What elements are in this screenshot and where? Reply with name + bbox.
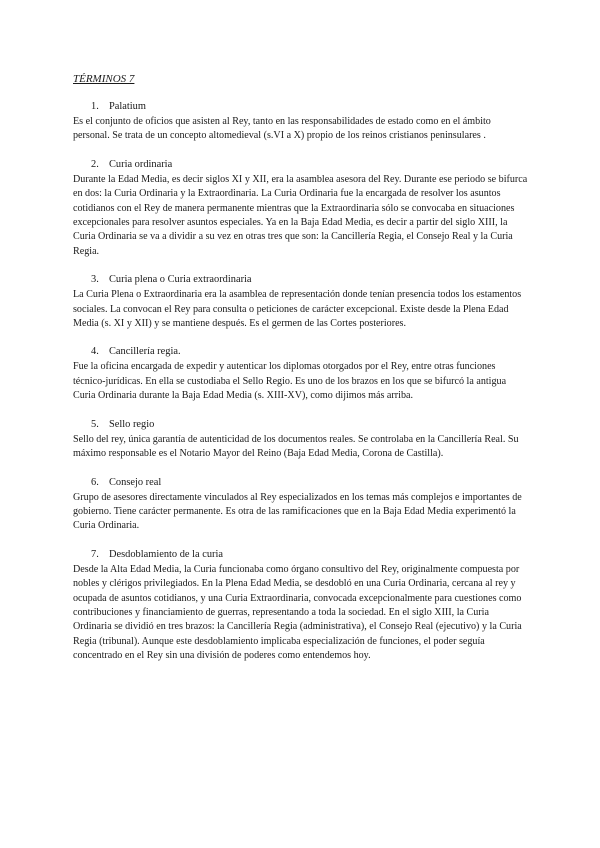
term-title: Curia plena o Curia extraordinaria	[109, 274, 252, 286]
term-heading	[91, 100, 530, 114]
term-title: Consejo real	[109, 476, 162, 488]
term-definition: Fue la oficina encargada de expedir y autenticar los diplomas otorgados por el Rey, entre otras funciones técnico-jurídicas. En ella se custodiaba el Sello Regio. Es uno de los brazos en los que se bifurcó la antigua Curia Ordinaria durante la Baja Edad Media (s. XIII-XV), como dijimos más arriba.	[73, 361, 507, 402]
term-title: Desdoblamiento de la curia	[109, 548, 223, 560]
term-title: Sello regio	[109, 418, 155, 430]
term-number: 3.	[91, 274, 99, 286]
term-title: Cancillería regia.	[109, 346, 181, 358]
term-number: 6.	[91, 476, 99, 488]
document-title: TÉRMINOS 7	[73, 73, 135, 85]
term-heading	[91, 418, 530, 432]
term-heading	[91, 548, 530, 562]
term-heading	[91, 273, 530, 287]
term-title: Curia ordinaria	[109, 158, 173, 170]
term-number: 1.	[91, 101, 99, 112]
term-section-1	[73, 100, 530, 144]
term-section-6	[73, 476, 530, 534]
term-number: 5.	[91, 418, 99, 430]
term-number: 7.	[91, 548, 99, 560]
term-definition: Desde la Alta Edad Media, la Curia funcionaba como órgano consultivo del Rey, originalmente compuesta por nobles y clérigos privilegiados. En la Plena Edad Media, se desdobló en una Curia Ordinaria, cercana al rey y ocupada de asuntos cotidianos, y una Curia Extraordinaria, convocada excepcionalmente para cuestiones como contribuciones y financiamiento de guerras, representando a toda la sociedad. En el siglo XIII, la Curia Ordinaria se dividió en tres brazos: la Cancillería Regia (administrativa), el Consejo Real (ejecutivo) y la Curia Regia (tribunal). Aunque este desdoblamiento implicaba especialización de funciones, el poder seguía concentrado en el Rey sin una división de poderes como entendemos hoy.	[73, 563, 522, 662]
term-heading	[91, 158, 530, 172]
term-number: 4.	[91, 346, 99, 358]
term-section-5	[73, 418, 530, 462]
term-section-3	[73, 273, 530, 331]
term-heading	[91, 345, 530, 359]
term-definition: La Curia Plena o Extraordinaria era la asamblea de representación donde tenían presencia todos los estamentos sociales. La convocan el Rey para consulta o peticiones de carácter excepcional. Existe desde la Plena Edad Media (s. XI y XII) y se mantiene después. Es el germen de las Cortes posteriores.	[73, 289, 522, 330]
term-number: 2.	[91, 158, 99, 170]
term-section-2	[73, 158, 530, 259]
term-definition: Es el conjunto de oficios que asisten al Rey, tanto en las responsabilidades de estado como en el ámbito personal. Se trata de un concepto altomedieval (s.VI a X) propio de los reinos cristianos peninsulares .	[73, 116, 491, 142]
term-title: Palatium	[109, 101, 146, 112]
term-definition: Durante la Edad Media, es decir siglos XI y XII, era la asamblea asesora del Rey. Durante ese periodo se bifurca en dos: la Curia Ordinaria y la Extraordinaria. La Curia Ordinaria fue la encargada de resolver los asuntos cotidianos con el Rey de manera permanente mientras que la Extraordinaria sólo se convocaba en situaciones excepcionales para resolver asuntos especiales. Ya en la Baja Edad Media, es decir a partir del siglo XIII, la Curia Ordinaria se va a dividir a su vez en otras tres que son: la Cancillería Regia, el Consejo Real y la Curia Regia.	[73, 173, 528, 257]
term-definition: Grupo de asesores directamente vinculados al Rey especializados en los temas más complejos e importantes de gobierno. Tiene carácter permanente. Es otra de las ramificaciones que en la Baja Edad Media experimentó la Curia Ordinaria.	[73, 491, 522, 532]
term-section-7	[73, 548, 530, 664]
term-heading	[91, 476, 530, 490]
term-definition: Sello del rey, única garantía de autenticidad de los documentos reales. Se controlaba en la Cancillería Real. Su máximo responsable es el Notario Mayor del Reino (Baja Edad Media, Corona de Castilla).	[73, 433, 519, 460]
term-section-4	[73, 345, 530, 403]
